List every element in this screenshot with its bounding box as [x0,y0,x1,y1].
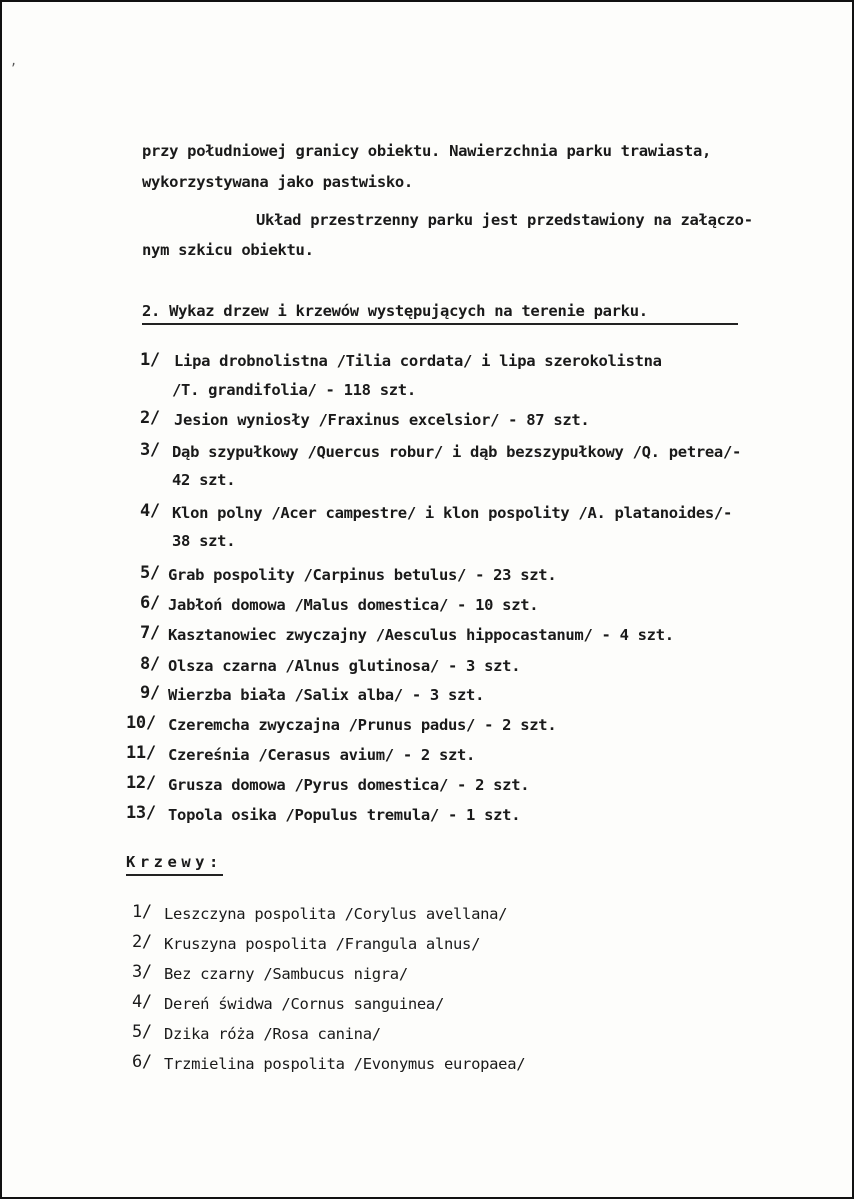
tree-number: 1/ [140,350,160,370]
shrub-number: 1/ [132,902,152,922]
shrub-number: 5/ [132,1022,152,1042]
tree-number: 6/ [140,593,160,613]
tree-number: 2/ [140,408,160,428]
intro-line: nym szkicu obiektu. [142,241,314,259]
tree-text: Lipa drobnolistna /Tilia cordata/ i lipa szerokolistna [174,352,662,370]
tree-number: 4/ [140,501,160,521]
tree-number: 8/ [140,654,160,674]
intro-line: wykorzystywana jako pastwisko. [142,173,413,191]
shrub-text: Kruszyna pospolita /Frangula alnus/ [164,935,481,953]
tree-number: 3/ [140,440,160,460]
intro-line: przy południowej granicy obiektu. Nawierzchnia parku trawiasta, [142,142,712,160]
tree-number: 11/ [126,743,156,763]
shrub-text: Dereń świdwa /Cornus sanguinea/ [164,995,444,1013]
tree-text: Wierzba biała /Salix alba/ - 3 szt. [168,686,485,704]
shrub-text: Dzika róża /Rosa canina/ [164,1025,381,1043]
shrubs-heading: Krzewy: [126,855,223,876]
tree-number: 13/ [126,803,156,823]
shrub-text: Bez czarny /Sambucus nigra/ [164,965,408,983]
tree-text: Dąb szypułkowy /Quercus robur/ i dąb bezszypułkowy /Q. petrea/- [172,443,742,461]
tree-text: Czereśnia /Cerasus avium/ - 2 szt. [168,746,476,764]
tree-text-cont: 42 szt. [172,471,236,489]
scan-mark: , [10,54,18,68]
tree-text: Grab pospolity /Carpinus betulus/ - 23 szt. [168,566,557,584]
tree-text: Jabłoń domowa /Malus domestica/ - 10 szt. [168,596,539,614]
section-heading: 2. Wykaz drzew i krzewów występujących na terenie parku. [142,304,738,325]
shrub-number: 6/ [132,1052,152,1072]
tree-text-cont: 38 szt. [172,532,236,550]
shrub-text: Trzmielina pospolita /Evonymus europaea/ [164,1055,526,1073]
shrub-number: 3/ [132,962,152,982]
tree-number: 12/ [126,773,156,793]
tree-number: 5/ [140,563,160,583]
tree-text-cont: /T. grandifolia/ - 118 szt. [172,381,416,399]
tree-text: Jesion wyniosły /Fraxinus excelsior/ - 87 szt. [174,411,590,429]
tree-text: Kasztanowiec zwyczajny /Aesculus hippocastanum/ - 4 szt. [168,626,674,644]
shrub-number: 4/ [132,992,152,1012]
tree-text: Olsza czarna /Alnus glutinosa/ - 3 szt. [168,657,521,675]
tree-text: Czeremcha zwyczajna /Prunus padus/ - 2 szt. [168,716,557,734]
intro-line: Układ przestrzenny parku jest przedstawiony na załączo- [256,211,753,229]
tree-number: 10/ [126,713,156,733]
tree-number: 9/ [140,683,160,703]
tree-text: Klon polny /Acer campestre/ i klon pospolity /A. platanoides/- [172,504,732,522]
tree-number: 7/ [140,623,160,643]
tree-text: Topola osika /Populus tremula/ - 1 szt. [168,806,521,824]
tree-text: Grusza domowa /Pyrus domestica/ - 2 szt. [168,776,530,794]
shrub-number: 2/ [132,932,152,952]
shrub-text: Leszczyna pospolita /Corylus avellana/ [164,905,508,923]
